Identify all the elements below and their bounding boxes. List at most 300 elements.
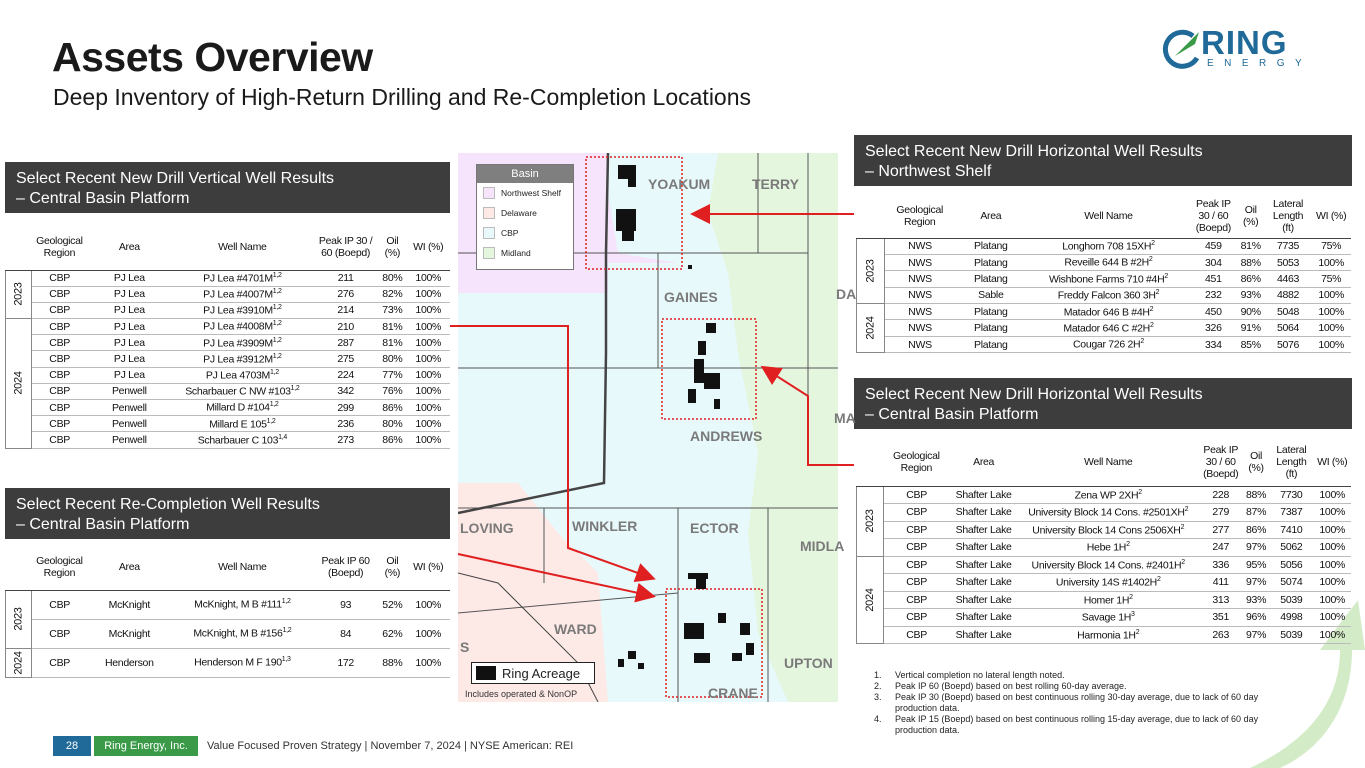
well-name-cell: [172, 619, 313, 648]
legend-item-midland: [477, 243, 573, 263]
area-cell: PJ Lea: [87, 351, 172, 367]
area-cell: PJ Lea: [87, 319, 172, 335]
ip-cell: 232: [1190, 287, 1237, 303]
column-header: Peak IP 30 / 60 (Boepd): [1199, 438, 1243, 486]
ip-cell: 450: [1190, 304, 1237, 320]
well-name: McKnight, M B #156: [193, 627, 283, 640]
footnote-ref: 1,2: [272, 304, 282, 312]
legend-label: Northwest Shelf: [501, 188, 561, 198]
county-label-terry: TERRY: [752, 176, 799, 192]
table-row: [6, 648, 451, 677]
well-name: University Block 14 Cons. #2501XH: [1028, 506, 1185, 519]
area-cell: Shafter Lake: [949, 521, 1017, 539]
well-name: Reveille 644 B #2H: [1064, 256, 1149, 269]
county-label-ector: ECTOR: [690, 520, 739, 536]
well-name-cell: [172, 400, 313, 416]
well-name: Scharbauer C NW #103: [185, 385, 291, 398]
footnote-ref: 1,2: [266, 417, 276, 425]
region-cell: CBP: [32, 335, 87, 351]
logo-subword: ENERGY: [1207, 58, 1313, 69]
map-note: Includes operated & NonOP: [465, 689, 578, 699]
table-header-row: [6, 224, 451, 270]
len-cell: 5074: [1269, 574, 1313, 592]
ip-cell: 326: [1190, 320, 1237, 336]
oil-cell: 93%: [1243, 591, 1270, 609]
ip-cell: 172: [313, 648, 378, 677]
region-cell: CBP: [32, 416, 87, 432]
oil-cell: 62%: [378, 619, 406, 648]
table-row: [857, 304, 1352, 320]
cbp-horizontal-header-line2: – Central Basin Platform: [865, 406, 1039, 423]
oil-cell: 80%: [378, 416, 406, 432]
oil-cell: 80%: [378, 351, 406, 367]
len-cell: 5056: [1269, 556, 1313, 574]
area-cell: Penwell: [87, 383, 172, 399]
county-label-ward: WARD: [554, 621, 597, 637]
ip-cell: 228: [1199, 486, 1243, 504]
cbp-horizontal-header-line1: Select Recent New Drill Horizontal Well Results: [865, 386, 1203, 403]
region-cell: CBP: [32, 319, 87, 335]
well-name-cell: [1027, 320, 1190, 336]
table-header-row: [857, 194, 1352, 238]
well-name-cell: [172, 648, 313, 677]
footnote-2: [874, 681, 1274, 692]
table-row: [857, 336, 1352, 352]
len-cell: 5076: [1265, 336, 1312, 352]
wi-cell: 100%: [1311, 287, 1351, 303]
county-label-winkler: WINKLER: [572, 518, 638, 534]
county-label-s: S: [460, 639, 470, 655]
well-name: Longhorn 708 15XH: [1062, 240, 1152, 253]
well-name-cell: [1027, 254, 1190, 270]
area-cell: Shafter Lake: [949, 626, 1017, 644]
footnote-ref: 1,2: [290, 385, 300, 393]
year-cell: [857, 238, 885, 304]
legend-swatch: [483, 227, 495, 239]
len-cell: 7387: [1269, 504, 1313, 522]
area-cell: Shafter Lake: [949, 574, 1017, 592]
len-cell: 4998: [1269, 609, 1313, 627]
footnote-text: Peak IP 60 (Boepd) based on best rolling 60-day average.: [895, 681, 1127, 691]
legend-label: Midland: [501, 248, 531, 258]
oil-cell: 73%: [378, 302, 406, 318]
region-cell: NWS: [885, 304, 955, 320]
county-label-crane: CRANE: [708, 685, 758, 701]
ip-cell: 336: [1199, 556, 1243, 574]
well-name-cell: [172, 351, 313, 367]
column-header: Oil (%): [378, 224, 406, 270]
footnote-ref: 1,2: [272, 320, 282, 328]
wi-cell: 100%: [1313, 626, 1351, 644]
region-cell: CBP: [883, 539, 949, 557]
well-name: McKnight, M B #111: [194, 598, 282, 611]
well-name: PJ Lea #3912M: [203, 353, 273, 366]
ring-energy-logo: [1155, 24, 1315, 76]
region-cell: CBP: [883, 556, 949, 574]
well-name-cell: [1018, 521, 1199, 539]
table-row: [857, 609, 1352, 627]
ip-cell: 287: [313, 335, 378, 351]
footnote-text: Peak IP 15 (Boepd) based on best continuous rolling 15-day average, due to lack of 60 day production data.: [895, 714, 1259, 735]
area-cell: Penwell: [87, 400, 172, 416]
area-cell: Penwell: [87, 432, 172, 448]
footnote-text: Vertical completion no lateral length noted.: [895, 670, 1065, 680]
well-name-cell: [1018, 486, 1199, 504]
well-name-cell: [172, 270, 313, 286]
table-row: [6, 270, 451, 286]
area-cell: Platang: [955, 336, 1027, 352]
recompletion-table: [5, 544, 450, 678]
area-cell: Platang: [955, 304, 1027, 320]
footnote-ref: 2: [1126, 541, 1130, 548]
acreage-swatch: [476, 666, 496, 680]
footnote-ref: 1,3: [281, 656, 291, 664]
region-cell: NWS: [885, 287, 955, 303]
ip-cell: 279: [1199, 504, 1243, 522]
well-name: PJ Lea 4703M: [205, 369, 270, 382]
table-row: [857, 574, 1352, 592]
footnote-ref: 2: [1164, 272, 1168, 280]
vertical-results-table: [5, 224, 450, 449]
oil-cell: 52%: [378, 590, 406, 619]
wi-cell: 100%: [406, 416, 450, 432]
year-label: 2024: [864, 316, 877, 340]
well-name: PJ Lea #3910M: [203, 304, 273, 317]
footnote-3: [874, 692, 1274, 714]
oil-cell: 95%: [1243, 556, 1270, 574]
column-header: Geological Region: [885, 194, 955, 238]
ip-cell: 224: [313, 367, 378, 383]
oil-cell: 97%: [1243, 539, 1270, 557]
oil-cell: 91%: [1237, 320, 1265, 336]
ip-cell: 276: [313, 286, 378, 302]
nws-header-line1: Select Recent New Drill Horizontal Well Results: [865, 143, 1203, 160]
ip-cell: 275: [313, 351, 378, 367]
wi-cell: 100%: [1313, 591, 1351, 609]
footnotes: [874, 670, 1274, 736]
oil-cell: 88%: [1243, 486, 1270, 504]
wi-cell: 100%: [1313, 574, 1351, 592]
table-row: [857, 556, 1352, 574]
ip-cell: 299: [313, 400, 378, 416]
area-cell: PJ Lea: [87, 335, 172, 351]
well-name-cell: [1027, 271, 1190, 287]
footnote-ref: 1,4: [278, 433, 287, 441]
ip-cell: 211: [313, 270, 378, 286]
len-cell: 5039: [1269, 626, 1313, 644]
column-header: WI (%): [1313, 438, 1351, 486]
vertical-header-line2: – Central Basin Platform: [16, 190, 190, 207]
well-name-cell: [172, 590, 313, 619]
footnote-ref: 3: [1131, 611, 1135, 618]
ip-cell: 214: [313, 302, 378, 318]
footnote-1: [874, 670, 1274, 681]
region-cell: CBP: [32, 383, 87, 399]
legend-title: Basin: [477, 165, 573, 183]
well-name: Millard D #104: [206, 401, 270, 414]
wi-cell: 75%: [1311, 238, 1351, 254]
footnote-ref: 2: [1149, 321, 1154, 329]
footnote-ref: 1,2: [281, 598, 291, 606]
oil-cell: 86%: [378, 400, 406, 416]
region-cell: CBP: [883, 609, 949, 627]
area-cell: PJ Lea: [87, 367, 172, 383]
table-row: [6, 286, 451, 302]
wi-cell: 100%: [1313, 539, 1351, 557]
column-header: Geological Region: [32, 544, 87, 590]
footnote-ref: 2: [1180, 523, 1185, 531]
area-cell: Shafter Lake: [949, 504, 1017, 522]
region-cell: CBP: [883, 504, 949, 522]
footnote-ref: 2: [1148, 256, 1153, 264]
well-name: Matador 646 C #2H: [1063, 322, 1150, 335]
table-row: [6, 383, 451, 399]
footnote-num: 3.: [874, 692, 882, 702]
well-name: PJ Lea #3909M: [203, 337, 273, 350]
well-name: University 14S #1402H: [1055, 576, 1157, 589]
well-name-cell: [1027, 287, 1190, 303]
map-legend: [476, 164, 574, 270]
wi-cell: 75%: [1311, 271, 1351, 287]
table-row: [857, 287, 1352, 303]
column-header: Well Name: [1027, 194, 1190, 238]
wi-cell: 100%: [1313, 504, 1351, 522]
column-header: WI (%): [406, 224, 450, 270]
well-name-cell: [172, 286, 313, 302]
page-title: Assets Overview: [52, 34, 373, 80]
ip-cell: 247: [1199, 539, 1243, 557]
year-cell: [6, 319, 32, 449]
area-cell: Sable: [955, 287, 1027, 303]
ip-cell: 342: [313, 383, 378, 399]
year-label: 2023: [12, 282, 25, 306]
oil-cell: 93%: [1237, 287, 1265, 303]
wi-cell: 100%: [406, 286, 450, 302]
oil-cell: 81%: [1237, 238, 1265, 254]
footnote-ref: 2: [1140, 338, 1144, 346]
len-cell: 4463: [1265, 271, 1312, 287]
region-cell: CBP: [32, 432, 87, 448]
oil-cell: 86%: [1237, 271, 1265, 287]
region-cell: CBP: [883, 591, 949, 609]
ip-cell: 273: [313, 432, 378, 448]
column-header: WI (%): [406, 544, 450, 590]
ip-cell: 277: [1199, 521, 1243, 539]
footnote-ref: 1,2: [272, 336, 282, 344]
column-header: Peak IP 30 / 60 (Boepd): [313, 224, 378, 270]
well-name-cell: [1018, 591, 1199, 609]
region-cell: CBP: [32, 400, 87, 416]
county-label-midland: MIDLA: [800, 538, 845, 554]
region-cell: CBP: [883, 626, 949, 644]
len-cell: 7730: [1269, 486, 1313, 504]
wi-cell: 100%: [406, 302, 450, 318]
well-name: Zena WP 2XH: [1074, 489, 1139, 501]
table-row: [857, 238, 1352, 254]
well-name-cell: [1018, 626, 1199, 644]
ip-cell: 459: [1190, 238, 1237, 254]
year-label: 2023: [863, 509, 876, 533]
column-header: Area: [87, 544, 172, 590]
column-header: Peak IP 30 / 60 (Boepd): [1190, 194, 1237, 238]
wi-cell: 100%: [406, 335, 450, 351]
wi-cell: 100%: [406, 319, 450, 335]
table-header-row: [6, 544, 451, 590]
legend-swatch: [483, 207, 495, 219]
ip-cell: 93: [313, 590, 378, 619]
table-row: [6, 619, 451, 648]
well-name: Freddy Falcon 360 3H: [1057, 289, 1156, 302]
well-name: Cougar 726 2H: [1073, 338, 1141, 351]
well-name-cell: [172, 335, 313, 351]
footnote-num: 1.: [874, 670, 882, 680]
footnote-4: [874, 714, 1274, 736]
column-header: Area: [87, 224, 172, 270]
well-name: Wishbone Farms 710 #4H: [1048, 273, 1165, 286]
ip-cell: 263: [1199, 626, 1243, 644]
well-name: Savage 1H: [1081, 611, 1132, 624]
region-cell: CBP: [32, 351, 87, 367]
area-cell: PJ Lea: [87, 286, 172, 302]
len-cell: 4882: [1265, 287, 1312, 303]
well-name-cell: [1018, 574, 1199, 592]
ip-cell: 351: [1199, 609, 1243, 627]
region-cell: CBP: [32, 286, 87, 302]
area-cell: Platang: [955, 254, 1027, 270]
well-name: Scharbauer C 103: [197, 434, 279, 447]
footnote-ref: 2: [1129, 593, 1133, 601]
oil-cell: 87%: [1243, 504, 1270, 522]
area-cell: PJ Lea: [87, 270, 172, 286]
oil-cell: 97%: [1243, 574, 1270, 592]
logo-swoosh-icon: [1155, 28, 1205, 72]
well-name-cell: [172, 383, 313, 399]
area-cell: PJ Lea: [87, 302, 172, 318]
well-name-cell: [1018, 504, 1199, 522]
table-row: [6, 590, 451, 619]
company-name: Ring Energy, Inc.: [94, 736, 198, 756]
table-row: [857, 539, 1352, 557]
table-row: [857, 254, 1352, 270]
footnote-ref: 2: [1156, 576, 1161, 583]
table-row: [6, 351, 451, 367]
vertical-results-header: [5, 162, 450, 213]
year-cell: [857, 556, 884, 644]
len-cell: 5064: [1265, 320, 1312, 336]
recompletion-header-line2: – Central Basin Platform: [16, 516, 190, 533]
wi-cell: 100%: [406, 619, 450, 648]
county-label-loving: LOVING: [460, 520, 514, 536]
ip-cell: 210: [313, 319, 378, 335]
year-cell: [857, 304, 885, 353]
area-cell: Shafter Lake: [949, 591, 1017, 609]
region-cell: NWS: [885, 238, 955, 254]
well-name-cell: [1018, 539, 1199, 557]
ring-acreage-legend: [471, 662, 595, 684]
well-name: Harmonia 1H: [1077, 629, 1136, 641]
region-cell: CBP: [32, 648, 87, 677]
oil-cell: 77%: [378, 367, 406, 383]
well-name-cell: [172, 416, 313, 432]
oil-cell: 80%: [378, 270, 406, 286]
well-name: Homer 1H: [1083, 594, 1130, 606]
county-label-andrews: ANDREWS: [690, 428, 763, 444]
len-cell: 5062: [1269, 539, 1313, 557]
wi-cell: 100%: [1313, 486, 1351, 504]
table-row: [6, 367, 451, 383]
well-name-cell: [172, 319, 313, 335]
wi-cell: 100%: [1311, 336, 1351, 352]
footer-text: Value Focused Proven Strategy | November 7, 2024 | NYSE American: REI: [207, 740, 574, 752]
cbp-horizontal-table: [856, 438, 1351, 644]
table-row: [6, 319, 451, 335]
table-row: [857, 320, 1352, 336]
region-cell: CBP: [883, 521, 949, 539]
column-header: Geological Region: [32, 224, 87, 270]
footnote-ref: 1,2: [272, 271, 282, 279]
table-row: [6, 416, 451, 432]
ip-cell: 451: [1190, 271, 1237, 287]
cbp-horizontal-header: [854, 378, 1352, 429]
footnote-ref: 1,2: [272, 352, 282, 360]
region-cell: CBP: [883, 486, 949, 504]
wi-cell: 100%: [406, 367, 450, 383]
oil-cell: 90%: [1237, 304, 1265, 320]
oil-cell: 97%: [1243, 626, 1270, 644]
ip-cell: 334: [1190, 336, 1237, 352]
len-cell: 5048: [1265, 304, 1312, 320]
well-name: Matador 646 B #4H: [1063, 306, 1150, 318]
area-cell: McKnight: [87, 590, 172, 619]
column-header: Lateral Length (ft): [1265, 194, 1312, 238]
len-cell: 7410: [1269, 521, 1313, 539]
well-name: PJ Lea #4701M: [203, 272, 273, 285]
region-cell: CBP: [32, 590, 87, 619]
footnote-ref: 2: [1181, 558, 1185, 566]
well-name-cell: [1027, 238, 1190, 254]
wi-cell: 100%: [1313, 521, 1351, 539]
table-row: [857, 626, 1352, 644]
len-cell: 5053: [1265, 254, 1312, 270]
footnote-ref: 2: [1138, 488, 1142, 496]
county-label-upton: UPTON: [784, 655, 833, 671]
legend-label: Delaware: [501, 208, 537, 218]
oil-cell: 88%: [378, 648, 406, 677]
well-name: Henderson M F 190: [194, 656, 282, 669]
column-header: Geological Region: [883, 438, 949, 486]
well-name-cell: [1018, 609, 1199, 627]
legend-item-cbp: [477, 223, 573, 243]
wi-cell: 100%: [406, 351, 450, 367]
column-header: Lateral Length (ft): [1269, 438, 1313, 486]
ip-cell: 84: [313, 619, 378, 648]
oil-cell: 88%: [1237, 254, 1265, 270]
wi-cell: 100%: [1311, 304, 1351, 320]
year-label: 2024: [12, 650, 25, 675]
area-cell: Platang: [955, 320, 1027, 336]
region-cell: CBP: [32, 270, 87, 286]
table-row: [6, 335, 451, 351]
area-cell: Shafter Lake: [949, 609, 1017, 627]
region-cell: CBP: [32, 302, 87, 318]
oil-cell: 76%: [378, 383, 406, 399]
recompletion-header: [5, 488, 450, 539]
well-name: PJ Lea #4008M: [203, 320, 273, 333]
table-row: [857, 521, 1352, 539]
year-label: 2024: [12, 371, 25, 395]
county-label-ma: MA: [834, 410, 856, 426]
oil-cell: 81%: [378, 335, 406, 351]
